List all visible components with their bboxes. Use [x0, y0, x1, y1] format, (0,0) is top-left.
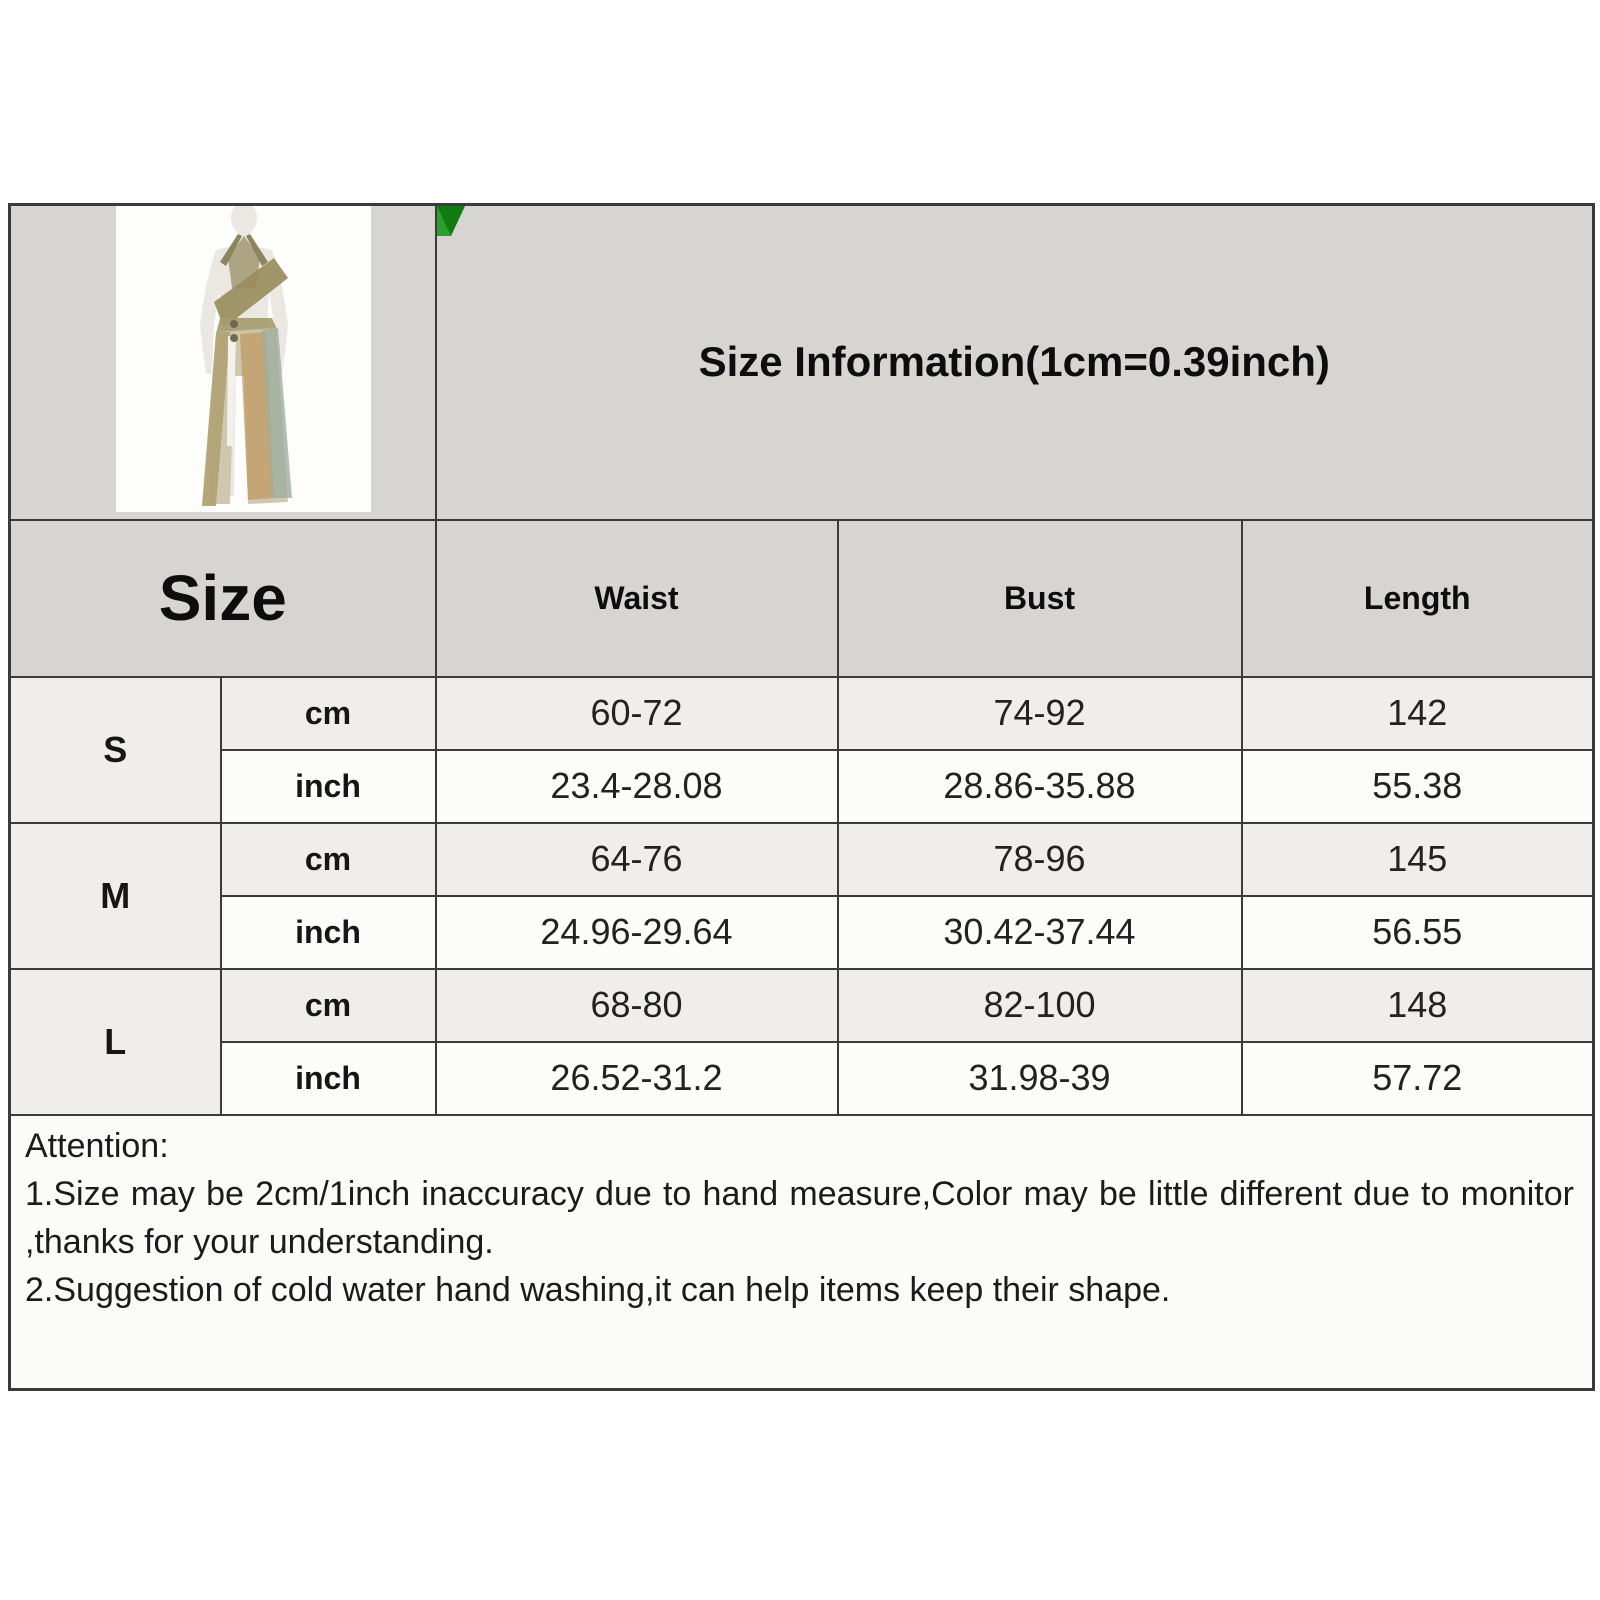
cell-s-inch-bust: 28.86-35.88 — [838, 750, 1242, 823]
column-header-bust: Bust — [838, 520, 1242, 677]
table-row-s-inch — [10, 750, 1594, 823]
attention-heading: Attention: — [25, 1126, 169, 1165]
cell-s-cm-waist: 60-72 — [436, 677, 838, 750]
size-chart-table — [8, 203, 1595, 1391]
unit-label-cm: cm — [221, 969, 436, 1042]
table-row-s-cm — [10, 677, 1594, 750]
unit-label-inch: inch — [221, 896, 436, 969]
table-row-m-inch — [10, 896, 1594, 969]
cell-m-inch-bust: 30.42-37.44 — [838, 896, 1242, 969]
size-info-title: Size Information(1cm=0.39inch) — [698, 338, 1330, 386]
cell-s-cm-bust: 74-92 — [838, 677, 1242, 750]
cell-s-inch-waist: 23.4-28.08 — [436, 750, 838, 823]
attention-note-2: 2.Suggestion of cold water hand washing,it can help items keep their shape. — [25, 1270, 1171, 1309]
green-corner-marker — [437, 206, 465, 236]
cell-m-inch-length: 56.55 — [1242, 896, 1594, 969]
table-row-m-cm — [10, 823, 1594, 896]
cell-m-inch-waist: 24.96-29.64 — [436, 896, 838, 969]
cell-s-cm-length: 142 — [1242, 677, 1594, 750]
unit-label-inch: inch — [221, 750, 436, 823]
unit-label-cm: cm — [221, 677, 436, 750]
cell-m-cm-bust: 78-96 — [838, 823, 1242, 896]
column-header-length: Length — [1242, 520, 1594, 677]
size-column-header: Size — [10, 520, 436, 677]
cell-l-cm-length: 148 — [1242, 969, 1594, 1042]
cell-l-inch-waist: 26.52-31.2 — [436, 1042, 838, 1115]
unit-label-inch: inch — [221, 1042, 436, 1115]
cell-s-inch-length: 55.38 — [1242, 750, 1594, 823]
unit-label-cm: cm — [221, 823, 436, 896]
cell-m-cm-length: 145 — [1242, 823, 1594, 896]
table-row-l-inch — [10, 1042, 1594, 1115]
cell-l-inch-length: 57.72 — [1242, 1042, 1594, 1115]
size-label-s: S — [10, 677, 221, 823]
size-label-l: L — [10, 969, 221, 1115]
cell-l-cm-bust: 82-100 — [838, 969, 1242, 1042]
product-photo — [116, 206, 371, 512]
attention-note-1-line-2: ,thanks for your understanding. — [25, 1222, 494, 1261]
cell-l-inch-bust: 31.98-39 — [838, 1042, 1242, 1115]
title-cell — [436, 205, 1594, 520]
cell-l-cm-waist: 68-80 — [436, 969, 838, 1042]
size-label-m: M — [10, 823, 221, 969]
product-image-cell — [10, 205, 436, 520]
attention-note-cell — [10, 1115, 1594, 1390]
dress-photo-graphic — [116, 206, 371, 512]
cell-m-cm-waist: 64-76 — [436, 823, 838, 896]
column-header-waist: Waist — [436, 520, 838, 677]
attention-note-1-line-1: 1.Size may be 2cm/1inch inaccuracy due to hand measure,Color may be little different due to monitor — [25, 1174, 1574, 1213]
table-row-l-cm — [10, 969, 1594, 1042]
